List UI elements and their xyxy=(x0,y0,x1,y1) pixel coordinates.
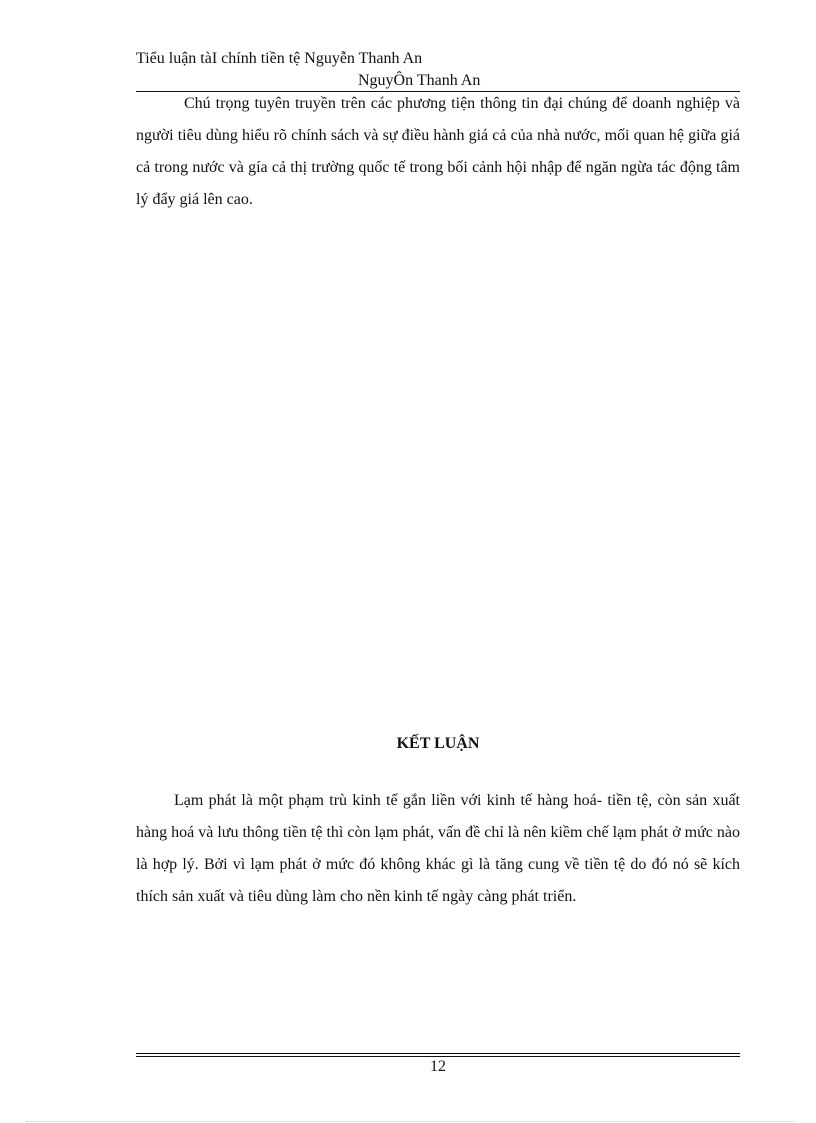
body-paragraph-1: Chú trọng tuyên truyền trên các phương tiện thông tin đại chúng để doanh nghiệp và người tiêu dùng hiểu rõ chính sách và sự điều hành giá cả của nhà nước, mối quan hệ giữa giá cả trong nước và gía cả thị trường quốc tế trong bối cảnh hội nhập để ngăn ngừa tác động tâm lý đẩy giá lên cao. xyxy=(136,95,740,208)
conclusion-heading: KẾT LUẬN xyxy=(396,735,480,752)
page-edge-dots xyxy=(26,1121,796,1122)
running-header-title: Tiểu luận tàI chính tiền tệ Nguyễn Thanh An xyxy=(136,50,423,67)
footer-divider-bottom xyxy=(136,1056,740,1057)
footer-divider-top xyxy=(136,1053,740,1054)
page-number: 12 xyxy=(430,1058,446,1075)
running-header-author: NguyÔn Thanh An xyxy=(358,72,481,89)
body-paragraph-2: Lạm phát là một phạm trù kinh tế gắn liền với kinh tế hàng hoá- tiền tệ, còn sản xuất hàng hoá và lưu thông tiền tệ thì còn lạm phát, vấn đề chỉ là nên kiềm chế lạm phát ở mức nào là hợp lý. Bởi vì lạm phát ở mức đó không khác gì là tăng cung về tiền tệ do đó nó sẽ kích thích sản xuất và tiêu dùng làm cho nền kinh tế ngày càng phát triển. xyxy=(136,792,740,905)
